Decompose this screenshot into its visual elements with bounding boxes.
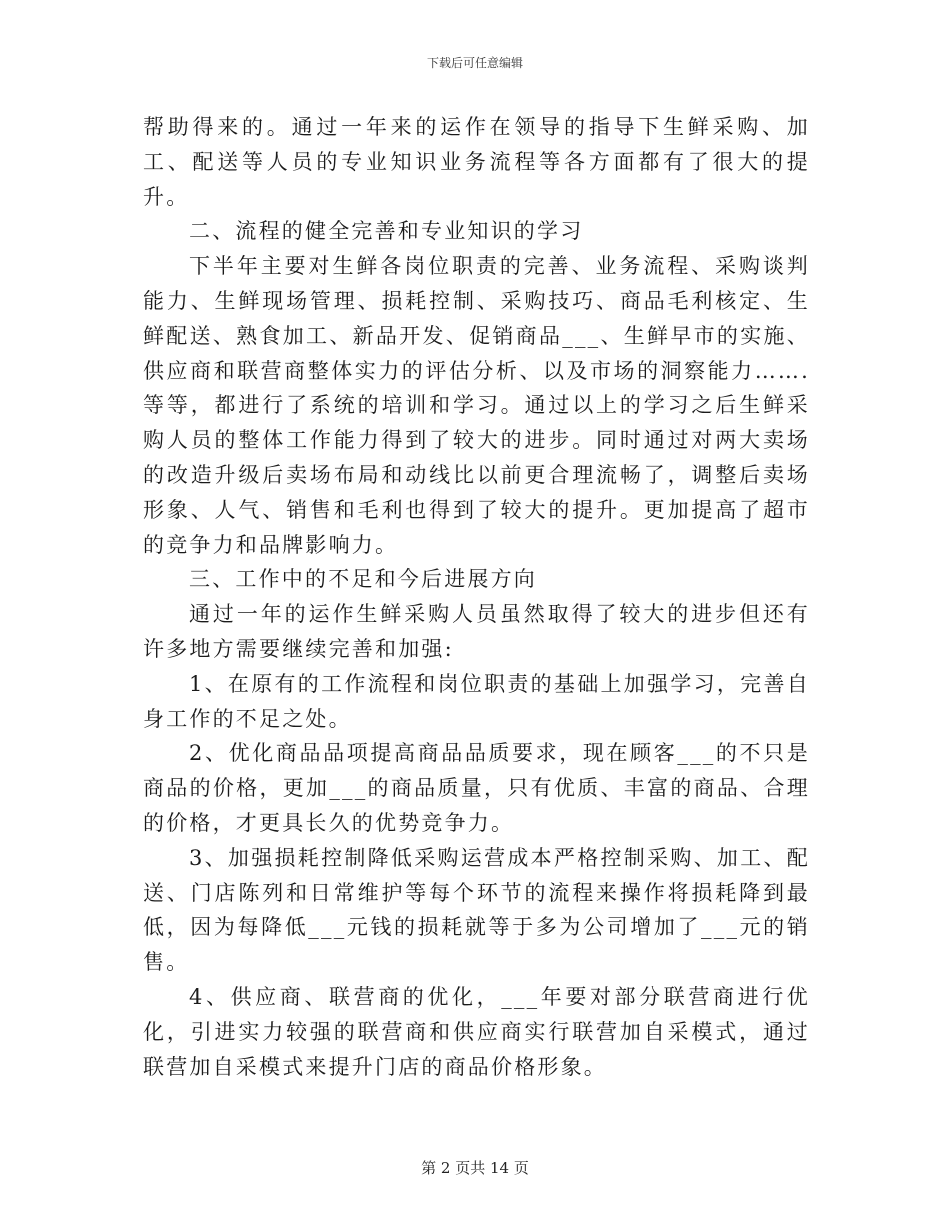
page-number: 第 2 页共 14 页 [421, 1159, 529, 1177]
page-header: 下载后可任意编辑 [426, 56, 523, 70]
list-item: 3、加强损耗控制降低采购运营成本严格控制采购、加工、配送、门店陈列和日常维护等每个环节的流程来操作将损耗降到最低，因为每降低___元钱的损耗就等于多为公司增加了___元的销售。 [143, 845, 810, 975]
list-item: 1、在原有的工作流程和岗位职责的基础上加强学习，完善自身工作的不足之处。 [143, 671, 810, 731]
document-body [143, 110, 810, 1084]
list-item: 2、优化商品品项提高商品品质要求，现在顾客___的不只是商品的价格，更加___的商品质量，只有优质、丰富的商品、合理的价格，才更具长久的优势竞争力。 [143, 741, 810, 835]
list-item: 4、供应商、联营商的优化，___年要对部分联营商进行优化，引进实力较强的联营商和供应商实行联营加自采模式，通过联营加自采模式来提升门店的商品价格形象。 [143, 984, 810, 1079]
paragraph: 通过一年的运作生鲜采购人员虽然取得了较大的进步但还有许多地方需要继续完善和加强: [143, 602, 810, 661]
section-heading: 三、工作中的不足和今后进展方向 [189, 567, 537, 592]
paragraph: 帮助得来的。通过一年来的运作在领导的指导下生鲜采购、加工、配送等人员的专业知识业务流程等各方面都有了很大的提升。 [143, 115, 810, 209]
paragraph: 下半年主要对生鲜各岗位职责的完善、业务流程、采购谈判能力、生鲜现场管理、损耗控制、采购技巧、商品毛利核定、生鲜配送、熟食加工、新品开发、促销商品___、生鲜早市的实施、供应商和联营商整体实力的评估分析、以及市场的洞察能力…….等等，都进行了系统的培训和学习。通过以上的学习之后生鲜采购人员的整体工作能力得到了较大的进步。同时通过对两大卖场的改造升级后卖场布局和动线比以前更合理流畅了，调整后卖场形象、人气、销售和毛利也得到了较大的提升。更加提高了超市的竞争力和品牌影响力。 [143, 254, 810, 557]
section-heading: 二、流程的健全完善和专业知识的学习 [189, 219, 584, 244]
